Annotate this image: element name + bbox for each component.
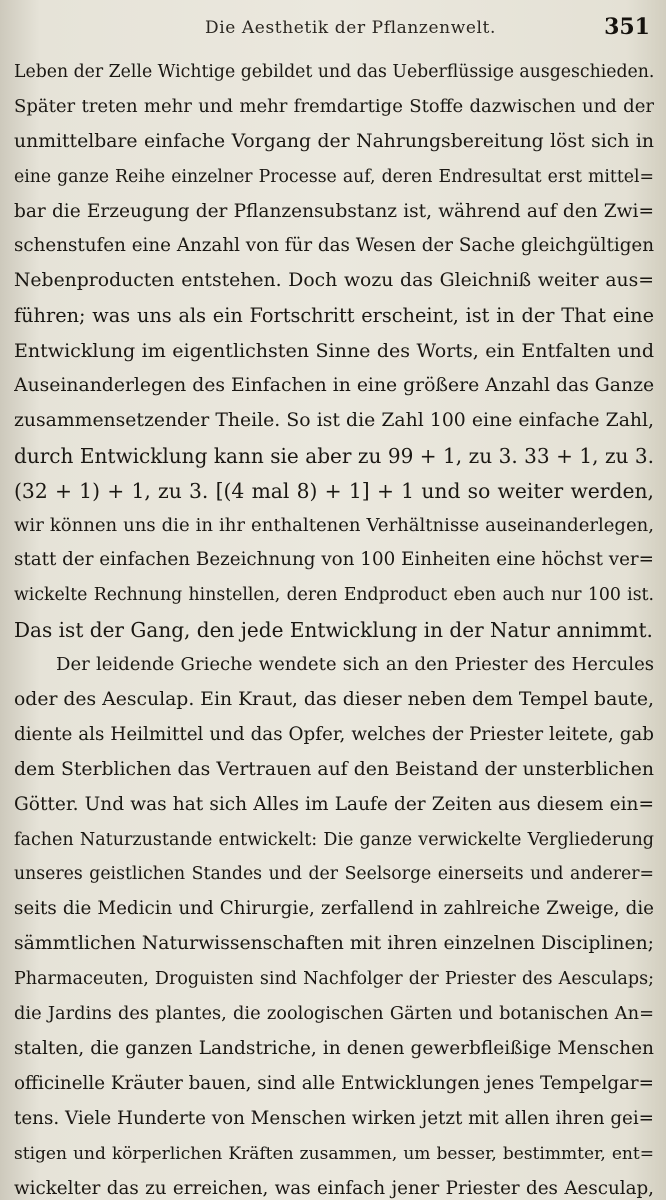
text-line: seits die Medicin und Chirurgie, zerfallend in zahlreiche Zweige, die (14, 898, 654, 920)
text-line: durch Entwicklung kann sie aber zu 99 + 1, zu 3. 33 + 1, zu 3. (14, 443, 654, 468)
running-head (0, 14, 666, 46)
paragraph-end-line: Das ist der Gang, den jede Entwicklung in der Natur annimmt. (14, 618, 653, 643)
text-line: fachen Naturzustande entwickelt: Die ganze verwickelte Vergliederung (14, 829, 654, 850)
paragraph-start-line: Der leidende Grieche wendete sich an den Priester des Hercules (56, 654, 654, 676)
page-number: 351 (604, 14, 650, 40)
text-line: sämmtlichen Naturwissenschaften mit ihren einzelnen Disciplinen; (14, 933, 654, 955)
text-line: führen; was uns als ein Fortschritt erscheint, ist in der That eine (14, 304, 654, 328)
text-line: schenstufen eine Anzahl von für das Wesen der Sache gleichgültigen (14, 235, 654, 257)
text-line: bar die Erzeugung der Pflanzensubstanz ist, während auf den Zwi= (14, 200, 654, 222)
text-line: dem Sterblichen das Vertrauen auf den Beistand der unsterblichen (14, 758, 654, 780)
text-line: stalten, die ganzen Landstriche, in denen gewerbfleißige Menschen (14, 1037, 654, 1059)
text-line: wir können uns die in ihr enthaltenen Verhältnisse auseinanderlegen, (14, 514, 654, 536)
text-line: wickelter das zu erreichen, was einfach jener Priester des Aesculap, (14, 1177, 654, 1199)
text-line: die Jardins des plantes, die zoologischen Gärten und botanischen An= (14, 1003, 654, 1025)
text-line: Götter. Und was hat sich Alles im Laufe der Zeiten aus diesem ein= (14, 793, 654, 815)
text-line: (32 + 1) + 1, zu 3. [(4 mal 8) + 1] + 1 und so weiter werden, (14, 478, 654, 503)
text-line: unseres geistlichen Standes und der Seelsorge einerseits und anderer= (14, 864, 654, 885)
text-line: Entwicklung im eigentlichsten Sinne des Worts, ein Entfalten und (14, 340, 654, 363)
text-line: Nebenproducten entstehen. Doch wozu das Gleichniß weiter aus= (14, 270, 654, 292)
text-line: diente als Heilmittel und das Opfer, welches der Priester leitete, gab (14, 723, 654, 745)
running-title: Die Aesthetik der Pflanzenwelt. (205, 18, 496, 38)
text-line: officinelle Kräuter bauen, sind alle Entwicklungen jenes Tempelgar= (14, 1072, 654, 1094)
text-line: Später treten mehr und mehr fremdartige Stoffe dazwischen und der (14, 95, 654, 117)
text-line: tens. Viele Hunderte von Menschen wirken jetzt mit allen ihren gei= (14, 1107, 654, 1129)
text-line: unmittelbare einfache Vorgang der Nahrungsbereitung löst sich in (14, 130, 654, 152)
body-text (14, 55, 654, 1200)
text-line: Auseinanderlegen des Einfachen in eine größere Anzahl das Ganze (14, 375, 654, 397)
text-line: oder des Aesculap. Ein Kraut, das dieser neben dem Tempel baute, (14, 689, 654, 711)
text-line: zusammensetzender Theile. So ist die Zahl 100 eine einfache Zahl, (14, 409, 654, 431)
text-line: statt der einfachen Bezeichnung von 100 Einheiten eine höchst ver= (14, 549, 654, 571)
text-line: Leben der Zelle Wichtige gebildet und das Ueberflüssige ausgeschieden. (14, 62, 654, 82)
text-line: Pharmaceuten, Droguisten sind Nachfolger der Priester des Aesculaps; (14, 969, 654, 990)
text-line: wickelte Rechnung hinstellen, deren Endproduct eben auch nur 100 ist. (14, 585, 654, 606)
text-line: stigen und körperlichen Kräften zusammen, um besser, bestimmter, ent= (14, 1143, 654, 1164)
text-line: eine ganze Reihe einzelner Processe auf, deren Endresultat erst mittel= (14, 166, 654, 187)
